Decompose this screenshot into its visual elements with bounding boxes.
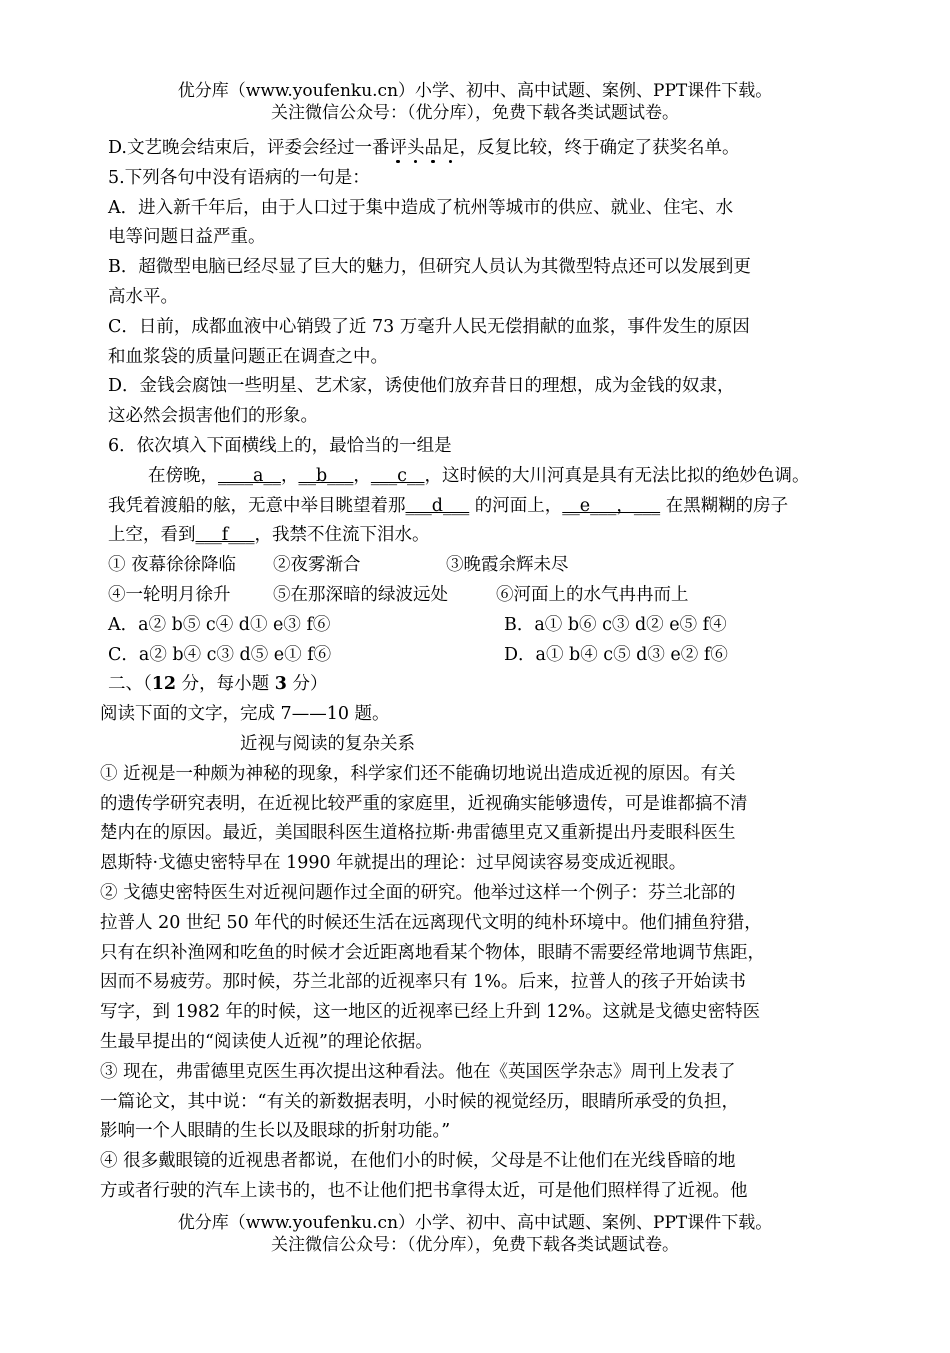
header-line-1: 优分库（www.youfenku.cn）小学、初中、高中试题、案例、PPT课件下载。 [177, 81, 773, 101]
phrase-6: ⑥河面上的水气冉冉而上 [496, 584, 689, 605]
passage-line: 楚内在的原因。最近，美国眼科医生道格拉斯·弗雷德里克又重新提出丹麦眼科医生 [100, 823, 736, 844]
q6-choice-b: B．a① b⑥ c③ d② e⑤ f④ [504, 614, 727, 635]
q6-choice-c: C．a② b④ c③ d⑤ e① f⑥ [108, 644, 332, 665]
passage-line: 一篇论文，其中说：“有关的新数据表明，小时候的视觉经历，眼睛所承受的负担， [100, 1091, 739, 1112]
phrase-2: ②夜雾渐合 [273, 555, 361, 576]
footer-line-1: 优分库（www.youfenku.cn）小学、初中、高中试题、案例、PPT课件下载。 [177, 1213, 773, 1233]
page-footer [0, 1212, 950, 1256]
emphasis-char: 品 [424, 138, 442, 158]
q5-option-c: C．日前，成都血液中心销毁了近 73 万毫升人民无偿捐献的血浆，事件发生的原因 [108, 316, 750, 337]
emphasis-char: 头 [406, 138, 425, 158]
passage-title: 近视与阅读的复杂关系 [240, 733, 415, 754]
header-line-2: 关注微信公众号：（优分库），免费下载各类试题试卷。 [271, 103, 679, 123]
footer-line-2: 关注微信公众号：（优分库），免费下载各类试题试卷。 [271, 1235, 679, 1255]
q5-stem: 5.下列各句中没有语病的一句是： [108, 167, 370, 188]
passage-line: 方或者行驶的汽车上读书的，也不让他们把书拿得太近，可是他们照样得了近视。他 [100, 1180, 748, 1201]
document-body [100, 134, 860, 1207]
blank-a: ____a__ [218, 465, 281, 486]
q5-option-b-cont: 高水平。 [108, 286, 178, 307]
phrase-4: ④一轮明月徐升 [108, 584, 231, 605]
q5-option-d: D．金钱会腐蚀一些明星、艺术家，诱使他们放弃昔日的理想，成为金钱的奴隶， [108, 376, 735, 397]
q6-passage-line-2: 我凭着渡船的舷，无意中举目眺望着那___d___ 的河面上，__e___，___ 在黑糊糊的房子 [108, 495, 789, 516]
q6-phrase-row-2 [100, 581, 860, 611]
q4-option-d: D.文艺晚会结束后，评委会经过一番评头品足，反复比较，终于确定了获奖名单。 [108, 138, 740, 158]
q5-option-c-cont: 和血浆袋的质量问题正在调查之中。 [108, 346, 388, 367]
passage-line: 因而不易疲劳。那时候，芬兰北部的近视率只有 1%。后来，拉普人的孩子开始读书 [100, 972, 746, 993]
section-2-heading: 二、（12 分，每小题 3 分） [108, 674, 328, 695]
q5-option-a-cont: 电等问题日益严重。 [108, 227, 266, 248]
blank-b: __b___ [298, 465, 354, 486]
phrase-3: ③晚霞余辉未尽 [446, 555, 569, 576]
q6-passage-line-3: 上空，看到___f___，我禁不住流下泪水。 [108, 525, 430, 546]
blank-f: ___f___ [195, 525, 255, 546]
q6-phrase-row-1 [100, 551, 860, 581]
phrase-1: ① 夜幕徐徐降临 [108, 555, 237, 576]
phrase-5: ⑤在那深暗的绿波远处 [273, 584, 448, 605]
q6-choice-a: A．a② b⑤ c④ d① e③ f⑥ [108, 614, 331, 635]
passage-line: ③ 现在，弗雷德里克医生再次提出这种看法。他在《英国医学杂志》周刊上发表了 [100, 1061, 736, 1082]
q5-option-b: B．超微型电脑已经尽显了巨大的魅力，但研究人员认为其微型特点还可以发展到更 [108, 257, 751, 278]
q5-option-d-cont: 这必然会损害他们的形象。 [108, 406, 318, 427]
passage-line: 拉普人 20 世纪 50 年代的时候还生活在远离现代文明的纯朴环境中。他们捕鱼狩猎， [100, 912, 762, 933]
q6-passage-line-1: 在傍晚，____a__，__b___，___c__，这时候的大川河真是具有无法比拟的绝妙色调。 [148, 465, 810, 486]
q6-choice-row-1 [100, 611, 860, 641]
passage-line: 只有在织补渔网和吃鱼的时候才会近距离地看某个物体，眼睛不需要经常地调节焦距， [100, 942, 765, 963]
passage-line: 影响一个人眼睛的生长以及眼球的折射功能。” [100, 1121, 451, 1142]
passage-line: 恩斯特·戈德史密特早在 1990 年就提出的理论：过早阅读容易变成近视眼。 [100, 853, 687, 874]
q6-stem: 6．依次填入下面横线上的，最恰当的一组是 [108, 435, 452, 456]
blank-c: ___c__ [370, 465, 425, 486]
emphasis-char: 评 [389, 138, 407, 158]
section-2-instruction: 阅读下面的文字，完成 7——10 题。 [100, 704, 390, 725]
q6-choice-d: D．a① b④ c⑤ d③ e② f⑥ [504, 644, 728, 665]
passage-line: 生最早提出的“阅读使人近视”的理论依据。 [100, 1031, 433, 1052]
page-header [0, 80, 950, 124]
passage-line: ② 戈德史密特医生对近视问题作过全面的研究。他举过这样一个例子：芬兰北部的 [100, 882, 736, 903]
passage-line: 的遗传学研究表明，在近视比较严重的家庭里，近视确实能够遗传，可是谁都搞不清 [100, 793, 748, 814]
passage-line: 写字，到 1982 年的时候，这一地区的近视率已经上升到 12%。这就是戈德史密特医 [100, 1002, 761, 1023]
q6-choice-row-2 [100, 641, 860, 671]
passage-line: ④ 很多戴眼镜的近视患者都说，在他们小的时候，父母是不让他们在光线昏暗的地 [100, 1151, 736, 1172]
blank-d: ___d___ [405, 495, 470, 516]
passage-line: ① 近视是一种颇为神秘的现象，科学家们还不能确切地说出造成近视的原因。有关 [100, 763, 736, 784]
blank-e: __e___，___ [562, 495, 661, 516]
q5-option-a: A．进入新千年后，由于人口过于集中造成了杭州等城市的供应、就业、住宅、水 [108, 197, 734, 218]
emphasis-char: 足 [441, 138, 460, 158]
